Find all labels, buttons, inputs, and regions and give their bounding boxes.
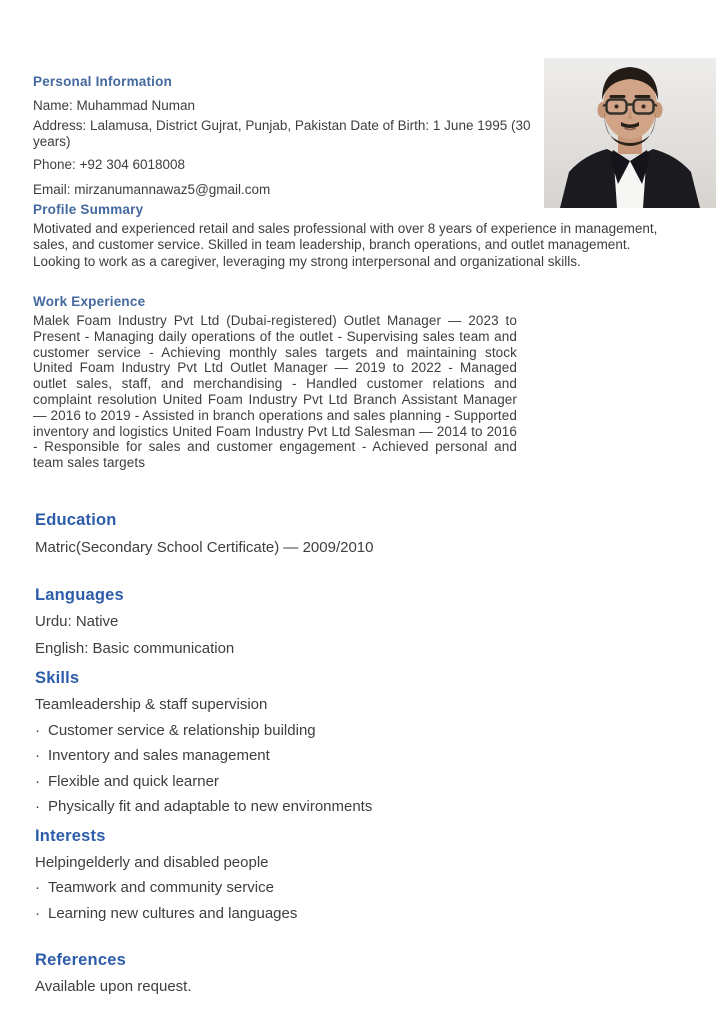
interests-lead-item: Helpingelderly and disabled people [35, 853, 269, 871]
section-heading-interests: Interests [35, 826, 106, 845]
skills-bullet-item [35, 798, 693, 816]
personal-phone-line: Phone: +92 304 6018008 [33, 156, 186, 172]
profile-summary-text: Motivated and experienced retail and sales professional with over 8 years of experience in management, sales, and customer service. Skilled in team leadership, branch operations, and outlet management. Looking to work as a caregiver, leveraging my strong interpersonal and organizational skills. [33, 220, 658, 269]
bullet-dot-icon: · [35, 904, 40, 922]
lower-sections [35, 511, 693, 996]
bullet-dot-icon: · [35, 747, 40, 765]
section-heading-personal-information: Personal Information [33, 74, 173, 89]
section-heading-skills: Skills [35, 669, 80, 688]
bullet-dot-icon: · [35, 798, 40, 816]
skills-bullet-text: Physically fit and adaptable to new environments [48, 798, 373, 816]
section-heading-work-experience: Work Experience [33, 294, 146, 309]
skills-bullet-item [35, 773, 693, 791]
interests-bullet-text: Learning new cultures and languages [48, 904, 298, 922]
resume-content [33, 74, 693, 996]
interests-bullet-text: Teamwork and community service [48, 879, 274, 897]
personal-address-line: Address: Lalamusa, District Gujrat, Punjab, Pakistan Date of Birth: 1 June 1995 (30 years) [33, 117, 531, 149]
work-experience-text: Malek Foam Industry Pvt Ltd (Dubai-registered) Outlet Manager — 2023 to Present - Managing daily operations of the outlet - Supervising sales team and customer service - Achieving monthly sales targets and maintaining stock United Foam Industry Pvt Ltd Outlet Manager — 2019 to 2022 - Managed outlet sales, staff, and merchandising - Handled customer relations and complaint resolution United Foam Industry Pvt Ltd Branch Assistant Manager — 2016 to 2019 - Assisted in branch operations and sales planning - Supported inventory and logistics United Foam Industry Pvt Ltd Salesman — 2014 to 2016 - Responsible for sales and customer engagement - Achieved personal and team sales targets [33, 313, 517, 471]
section-heading-profile-summary: Profile Summary [33, 201, 144, 217]
skills-bullet-text: Flexible and quick learner [48, 772, 219, 790]
bullet-dot-icon: · [35, 879, 40, 897]
bullet-dot-icon: · [35, 772, 40, 790]
language-item-english: English: Basic communication [35, 639, 235, 657]
section-heading-education: Education [35, 510, 117, 529]
interests-bullet-item [35, 905, 693, 923]
section-heading-references: References [35, 951, 126, 970]
interests-bullet-item [35, 879, 693, 897]
references-text: Available upon request. [35, 978, 192, 996]
personal-name-line: Name: Muhammad Numan [33, 98, 196, 113]
skills-bullet-item [35, 747, 693, 765]
bullet-dot-icon: · [35, 721, 40, 739]
skills-lead-item: Teamleadership & staff supervision [35, 696, 268, 714]
skills-bullet-text: Customer service & relationship building [48, 721, 316, 739]
personal-email-line: Email: mirzanumannawaz5@gmail.com [33, 182, 271, 197]
language-item-urdu: Urdu: Native [35, 613, 119, 631]
skills-bullet-text: Inventory and sales management [48, 747, 270, 765]
skills-bullet-item [35, 722, 693, 740]
section-heading-languages: Languages [35, 586, 124, 605]
education-text: Matric(Secondary School Certificate) — 2009/2010 [35, 538, 374, 556]
